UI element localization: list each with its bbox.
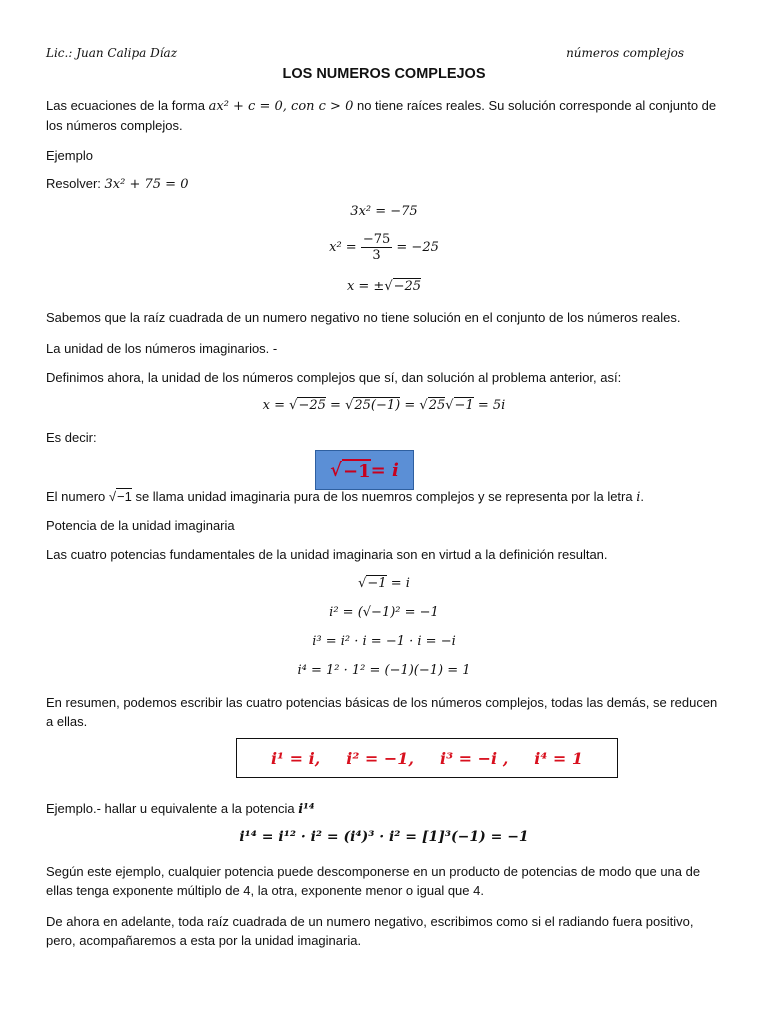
topic-header: números complejos	[566, 46, 684, 60]
resumen-paragraph: En resumen, podemos escribir las cuatro potencias básicas de los números complejos, todas las demás, se reducen a ellas.	[46, 695, 718, 729]
general-equation: ax² + c = 0, con c > 0	[208, 99, 354, 114]
ejemplo2-equation: i¹⁴ = i¹² · i² = (i⁴)³ · i² = [1]³(−1) = −1	[239, 829, 529, 845]
resolver-equation: 3x² + 75 = 0	[104, 177, 189, 192]
de-ahora-paragraph: De ahora en adelante, toda raíz cuadrada de un numero negativo, escribimos como si el radiando fuera positivo, pero, acompañaremos a esta por la unidad imaginaria.	[46, 914, 694, 948]
sabemos-paragraph: Sabemos que la raíz cuadrada de un numero negativo no tiene solución en el conjunto de los números reales.	[46, 310, 681, 325]
summary-power-3: i³ = −i ,	[440, 748, 509, 768]
imaginary-unit-box: √ −1 = i	[315, 450, 414, 490]
step-3: x = ±√−25	[346, 279, 422, 294]
el-numero-paragraph: El numero √−1 se llama unidad imaginaria pura de los nuemros complejos y se representa por la letra i.	[46, 489, 645, 505]
definition-equation: x = √−25 = √25(−1) = √25√−1 = 5i	[262, 398, 506, 413]
summary-powers-box	[236, 738, 618, 778]
resolver-line: Resolver: 3x² + 75 = 0	[46, 176, 189, 192]
page-title: LOS NUMEROS COMPLEJOS	[282, 66, 486, 82]
step-2: x² = $\frac{-75}{3}$ = −25	[329, 232, 439, 263]
example-label: Ejemplo	[46, 148, 93, 163]
summary-power-2: i² = −1,	[346, 748, 414, 768]
ejemplo2-line: Ejemplo.- hallar u equivalente a la potencia i¹⁴	[46, 801, 315, 817]
intro-paragraph: Las ecuaciones de la forma ax² + c = 0, con c > 0 no tiene raíces reales. Su solución corresponde al conjunto de los números complejos.	[46, 98, 717, 133]
author-header: Lic.: Juan Calipa Díaz	[46, 46, 178, 60]
power-3: i³ = i² · i = −1 · i = −i	[312, 634, 456, 649]
fraction: $\frac{-75}{3}$	[362, 232, 391, 263]
es-decir-label: Es decir:	[46, 430, 97, 445]
summary-power-1: i¹ = i,	[270, 748, 321, 768]
potencia-heading: Potencia de la unidad imaginaria	[46, 518, 235, 533]
unidad-heading: La unidad de los números imaginarios. -	[46, 341, 278, 356]
power-4: i⁴ = 1² · 1² = (−1)(−1) = 1	[297, 663, 471, 678]
step-1: 3x² = −75	[350, 204, 418, 219]
cuatro-paragraph: Las cuatro potencias fundamentales de la unidad imaginaria son en virtud a la definición resultan.	[46, 547, 608, 562]
power-1: √−1 = i	[358, 576, 410, 591]
summary-power-4: i⁴ = 1	[534, 748, 584, 768]
power-2: i² = (√−1)² = −1	[329, 605, 439, 620]
radicand: −25	[393, 279, 422, 294]
segun-paragraph: Según este ejemplo, cualquier potencia puede descomponerse en un producto de potencias de modo que una de ellas tenga exponente múltiplo de 4, la otra, exponente menor o igual que 4.	[46, 864, 701, 898]
definimos-paragraph: Definimos ahora, la unidad de los números complejos que sí, dan solución al problema anterior, así:	[46, 370, 622, 385]
